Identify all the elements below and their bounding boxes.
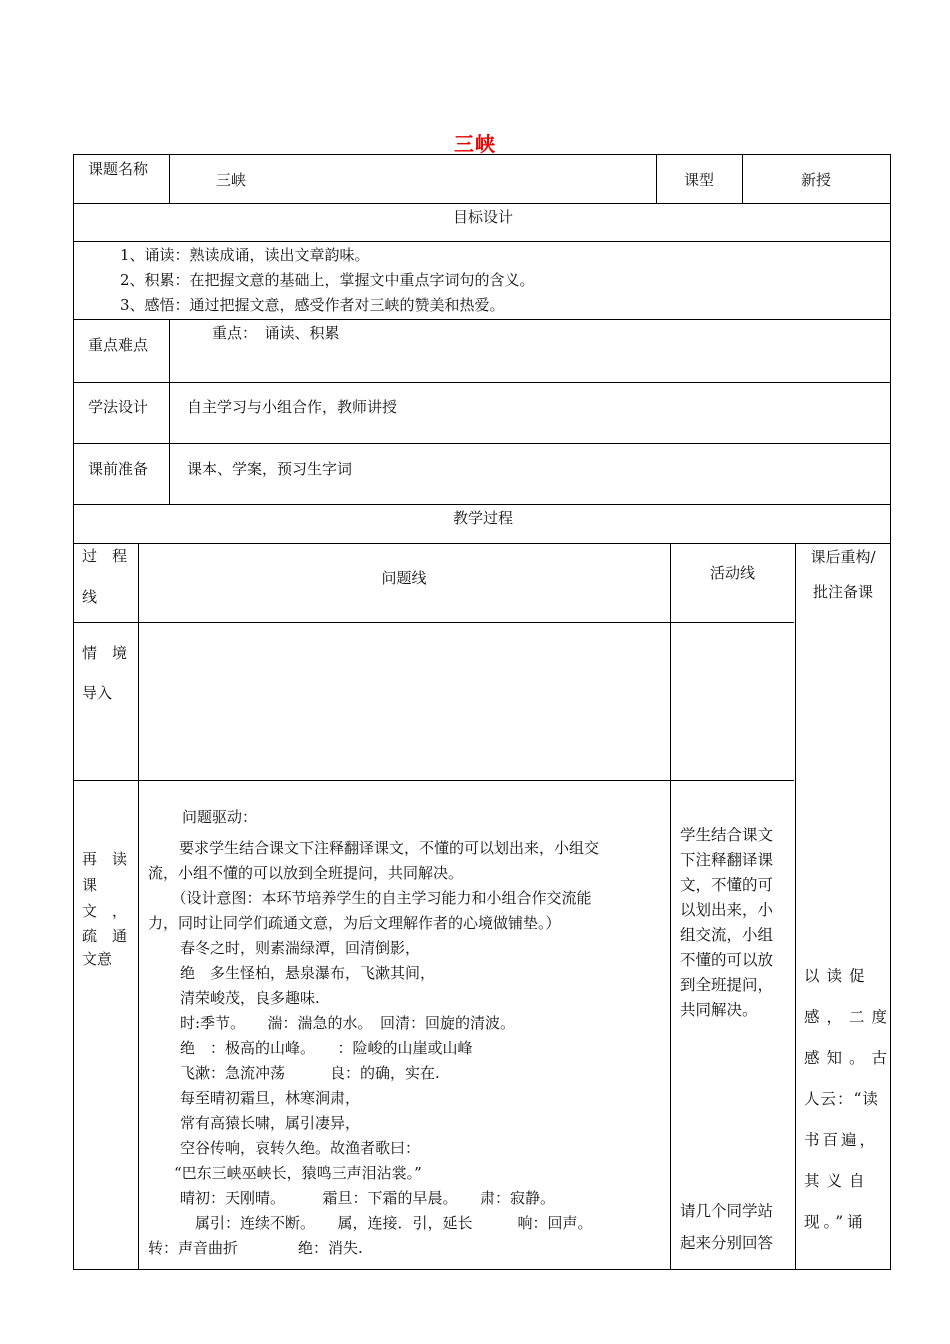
activity-content-2 (680, 1195, 773, 1259)
lesson-type-value: 新授 (801, 171, 832, 189)
key-points-label: 重点难点 (88, 336, 149, 354)
stage-reread-line2: 课 (82, 876, 98, 894)
notes-line: 以读促 (804, 967, 872, 985)
question-line: （设计意图：本环节培养学生的自主学习能力和小组合作交流能 (164, 889, 592, 907)
question-line: 飞漱：急流冲荡 良：的确，实在. (180, 1064, 440, 1082)
question-line: 清荣峻茂，良多趣味. (180, 989, 320, 1007)
col-process-line1: 过 程 (82, 547, 128, 565)
col-notes-header-line1: 课后重构/ (810, 548, 876, 566)
col-activity-header: 活动线 (709, 564, 755, 582)
lesson-type-label: 课型 (684, 171, 715, 189)
notes-line: 感，二度 (804, 1008, 895, 1026)
goal-item: 3、感悟：通过把握文意，感受作者对三峡的赞美和热爱。 (120, 296, 505, 314)
question-line: 春冬之时，则素湍绿潭，回清倒影， (180, 939, 421, 957)
question-line: 转：声音曲折 绝：消失. (148, 1239, 363, 1257)
key-points-value: 重点： 诵读、积累 (212, 324, 340, 342)
activity-line: 组交流，小组 (680, 926, 774, 944)
notes-line: 人云：“读 (804, 1090, 879, 1108)
notes-line: 书百遍， (804, 1131, 879, 1149)
activity-line: 文，不懂的可 (680, 876, 774, 894)
prep-value: 课本、学案，预习生字词 (187, 460, 353, 478)
activity-line: 不懂的可以放 (680, 951, 774, 969)
lesson-plan-table (73, 154, 895, 1270)
question-line: 时:季节。 湍：湍急的水。 回清：回旋的清波。 (180, 1014, 516, 1032)
stage-reread-line5: 文意 (82, 950, 113, 968)
notes-line: 感知。古 (804, 1049, 895, 1067)
question-line: 绝 多生怪柏，悬泉瀑布，飞漱其间， (180, 964, 436, 982)
question-line: 常有高猿长啸，属引凄异， (180, 1114, 361, 1132)
question-line: 流，小组不懂的可以放到全班提问，共同解决。 (148, 864, 464, 882)
activity-content (680, 823, 773, 1023)
col-question-header: 问题线 (381, 569, 427, 587)
activity-line: 共同解决。 (680, 1001, 758, 1019)
question-line: 要求学生结合课文下注释翻译课文，不懂的可以划出来，小组交 (164, 839, 600, 857)
activity-line: 请几个同学站 (680, 1202, 774, 1220)
activity-line: 到全班提问， (680, 976, 774, 994)
page-title: 三峡 (454, 132, 496, 156)
activity-line: 起来分别回答 (680, 1234, 774, 1252)
question-line: 每至晴初霜旦，林寒涧肃， (180, 1089, 361, 1107)
stage-reread-line1: 再 读 (82, 850, 128, 868)
activity-line: 学生结合课文 (680, 826, 774, 844)
goals-heading: 目标设计 (452, 208, 513, 226)
col-process-line2: 线 (82, 588, 98, 606)
question-line: 问题驱动： (182, 808, 258, 826)
question-line: 晴初：天刚晴。 霜旦：下霜的早晨。 肃：寂静。 (180, 1189, 556, 1207)
course-name-label: 课题名称 (88, 160, 149, 178)
question-line: 绝 ：极高的山峰。 ：险峻的山崖或山峰 (180, 1039, 473, 1057)
col-notes-header-line2: 批注备课 (812, 583, 873, 601)
notes-line: 其义自 (804, 1172, 872, 1190)
question-line: 属引：连续不断。 属，连接．引，延长 响：回声。 (180, 1214, 593, 1232)
course-name-value: 三峡 (216, 171, 247, 189)
question-line: “巴东三峡巫峡长，猿鸣三声泪沾裳。” (174, 1164, 422, 1182)
process-heading: 教学过程 (452, 509, 513, 527)
method-value: 自主学习与小组合作，教师讲授 (187, 398, 398, 416)
question-content (148, 805, 599, 1261)
goal-item: 1、诵读：熟读成诵，读出文章韵味。 (120, 246, 370, 264)
notes-content (804, 956, 894, 1243)
activity-line: 下注释翻译课 (680, 851, 774, 869)
stage-intro-line2: 导入 (82, 684, 113, 702)
question-line: 空谷传响，哀转久绝。故渔者歌曰： (180, 1139, 421, 1157)
goals-list (120, 243, 535, 318)
stage-intro-line1: 情 境 (82, 644, 128, 662)
method-label: 学法设计 (88, 398, 149, 416)
goal-item: 2、积累：在把握文意的基础上，掌握文中重点字词句的含义。 (120, 271, 535, 289)
stage-reread-line3: 文 ， (82, 902, 128, 920)
prep-label: 课前准备 (88, 460, 149, 478)
activity-line: 以划出来，小 (680, 901, 774, 919)
stage-reread-line4: 疏 通 (82, 927, 128, 945)
notes-line: 现。”诵 (804, 1213, 867, 1231)
question-line: 力，同时让同学们疏通文意，为后文理解作者的心境做铺垫。） (148, 914, 561, 932)
